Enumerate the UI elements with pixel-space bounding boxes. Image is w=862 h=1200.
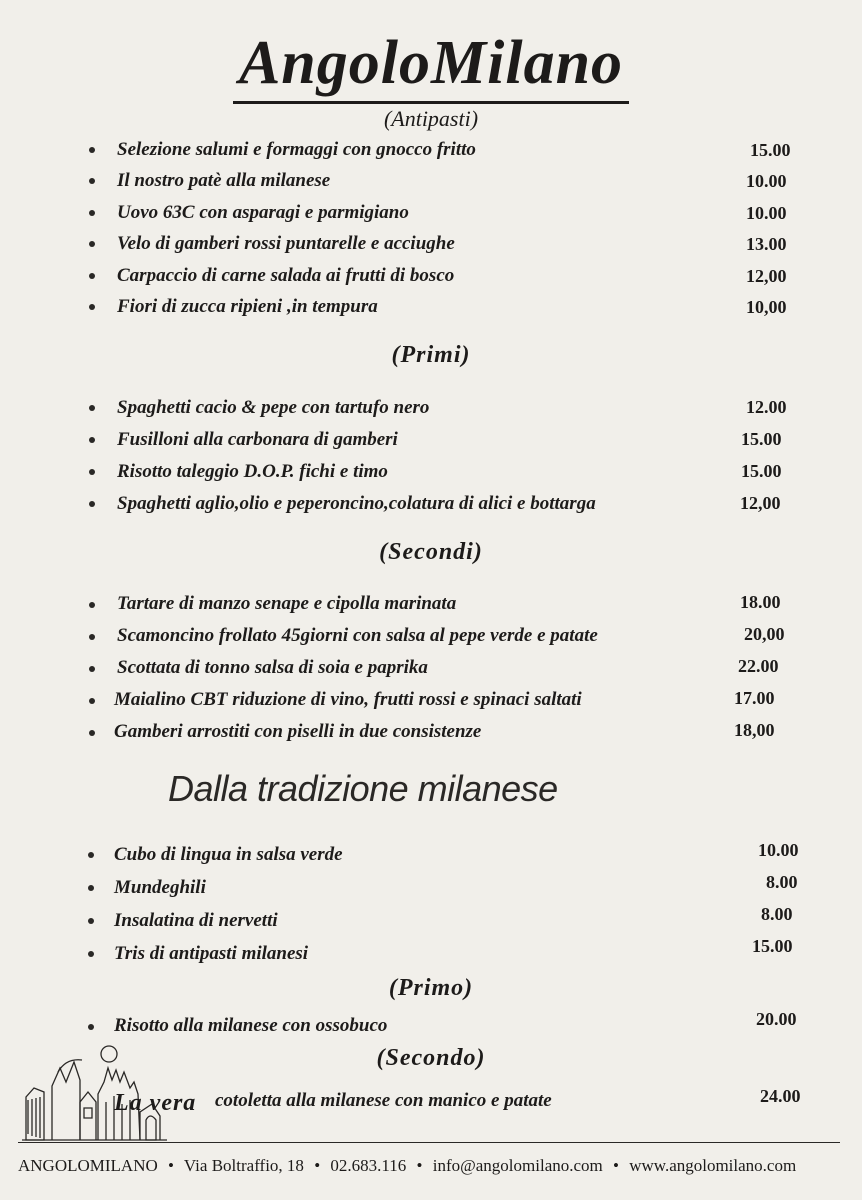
- menu-item-name: Risotto taleggio D.O.P. fichi e timo: [117, 461, 388, 482]
- bullet-icon: [89, 147, 95, 153]
- footer-separator: •: [168, 1156, 174, 1175]
- bullet-icon: [88, 852, 94, 858]
- menu-item-price: 8.00: [766, 872, 798, 892]
- menu-item-price: 10,00: [746, 297, 787, 317]
- menu-item-name: Fusilloni alla carbonara di gamberi: [117, 429, 398, 450]
- menu-item-price: 12,00: [746, 266, 787, 286]
- menu-item-price: 15.00: [741, 461, 782, 481]
- bullet-icon: [89, 469, 95, 475]
- bullet-icon: [89, 730, 95, 736]
- bullet-icon: [89, 178, 95, 184]
- menu-item-price: 18,00: [734, 720, 775, 740]
- restaurant-title: AngoloMilano: [0, 28, 862, 104]
- menu-item-price: 15.00: [741, 429, 782, 449]
- menu-item-prefix: [114, 1090, 196, 1116]
- menu-item-name: Spaghetti cacio & pepe con tartufo nero: [117, 397, 430, 418]
- footer-divider: [18, 1142, 840, 1143]
- menu-item-price: 20.00: [756, 1009, 797, 1029]
- bullet-icon: [89, 634, 95, 640]
- menu-item-name: Cubo di lingua in salsa verde: [114, 844, 343, 865]
- footer: [18, 1156, 848, 1176]
- bullet-icon: [89, 241, 95, 247]
- menu-item-price: 12,00: [740, 493, 781, 513]
- footer-address: Via Boltraffio, 18: [183, 1156, 304, 1175]
- menu-item-name: Fiori di zucca ripieni ,in tempura: [117, 296, 378, 317]
- menu-item-price: 10.00: [758, 840, 799, 860]
- menu-item-name: Maialino CBT riduzione di vino, frutti rossi e spinaci saltati: [114, 689, 582, 710]
- menu-item-name: Risotto alla milanese con ossobuco: [114, 1015, 388, 1036]
- menu-item-price: 10.00: [746, 203, 787, 223]
- bullet-icon: [89, 437, 95, 443]
- menu-item-name: Tris di antipasti milanesi: [114, 943, 309, 964]
- menu-item-name: Velo di gamberi rossi puntarelle e acciughe: [117, 233, 455, 254]
- menu-item-price: 15.00: [750, 140, 791, 160]
- menu-item-name: Scamoncino frollato 45giorni con salsa al pepe verde e patate: [117, 625, 598, 646]
- menu-item-name: Gamberi arrostiti con piselli in due consistenze: [114, 721, 482, 742]
- footer-brand: ANGOLOMILANO: [18, 1156, 158, 1175]
- menu-item-name: Carpaccio di carne salada ai frutti di bosco: [117, 265, 455, 286]
- menu-item-name: Mundeghili: [114, 877, 206, 898]
- bullet-icon: [88, 951, 94, 957]
- menu-item-name: Selezione salumi e formaggi con gnocco fritto: [117, 139, 476, 160]
- bullet-icon: [88, 885, 94, 891]
- menu-item-price: 12.00: [746, 397, 787, 417]
- bullet-icon: [89, 501, 95, 507]
- bullet-icon: [89, 602, 95, 608]
- section-primi: (Primi): [391, 342, 471, 368]
- section-secondo: (Secondo): [376, 1045, 486, 1071]
- menu-item-price: 15.00: [752, 936, 793, 956]
- menu-item-name: cotoletta alla milanese con manico e patate: [215, 1090, 552, 1111]
- bullet-icon: [89, 666, 95, 672]
- menu-item-name: Il nostro patè alla milanese: [117, 170, 331, 191]
- bullet-icon: [89, 405, 95, 411]
- menu-item-name: Uovo 63C con asparagi e parmigiano: [117, 202, 409, 223]
- footer-phone[interactable]: 02.683.116: [330, 1156, 407, 1175]
- footer-website[interactable]: www.angolomilano.com: [629, 1156, 797, 1175]
- menu-item-prefix-text: La vera: [114, 1090, 197, 1116]
- section-secondi: (Secondi): [379, 539, 483, 565]
- menu-item-name: Spaghetti aglio,olio e peperoncino,colatura di alici e bottarga: [117, 493, 596, 514]
- bullet-icon: [88, 1024, 94, 1030]
- menu-item-price: 8.00: [761, 904, 793, 924]
- menu-item-price: 18.00: [740, 592, 781, 612]
- section-primo: (Primo): [388, 975, 474, 1001]
- menu-item-price: 17.00: [734, 688, 775, 708]
- menu-item-price: 10.00: [746, 171, 787, 191]
- menu-item-price: 20,00: [744, 624, 785, 644]
- menu-item-price: 13.00: [746, 234, 787, 254]
- footer-separator: •: [613, 1156, 619, 1175]
- section-tradizione: Dalla tradizione milanese: [168, 768, 558, 809]
- bullet-icon: [88, 918, 94, 924]
- footer-email[interactable]: info@angolomilano.com: [432, 1156, 603, 1175]
- section-antipasti: (Antipasti): [383, 106, 479, 131]
- menu-item-price: 22.00: [738, 656, 779, 676]
- bullet-icon: [89, 210, 95, 216]
- bullet-icon: [89, 304, 95, 310]
- footer-separator: •: [314, 1156, 321, 1175]
- footer-separator: •: [416, 1156, 423, 1175]
- bullet-icon: [89, 273, 95, 279]
- menu-item-price: 24.00: [760, 1086, 801, 1106]
- bullet-icon: [89, 698, 95, 704]
- menu-item-name: Tartare di manzo senape e cipolla marinata: [117, 593, 457, 614]
- menu-item-name: Insalatina di nervetti: [114, 910, 278, 931]
- menu-item-name: Scottata di tonno salsa di soia e paprika: [117, 657, 428, 678]
